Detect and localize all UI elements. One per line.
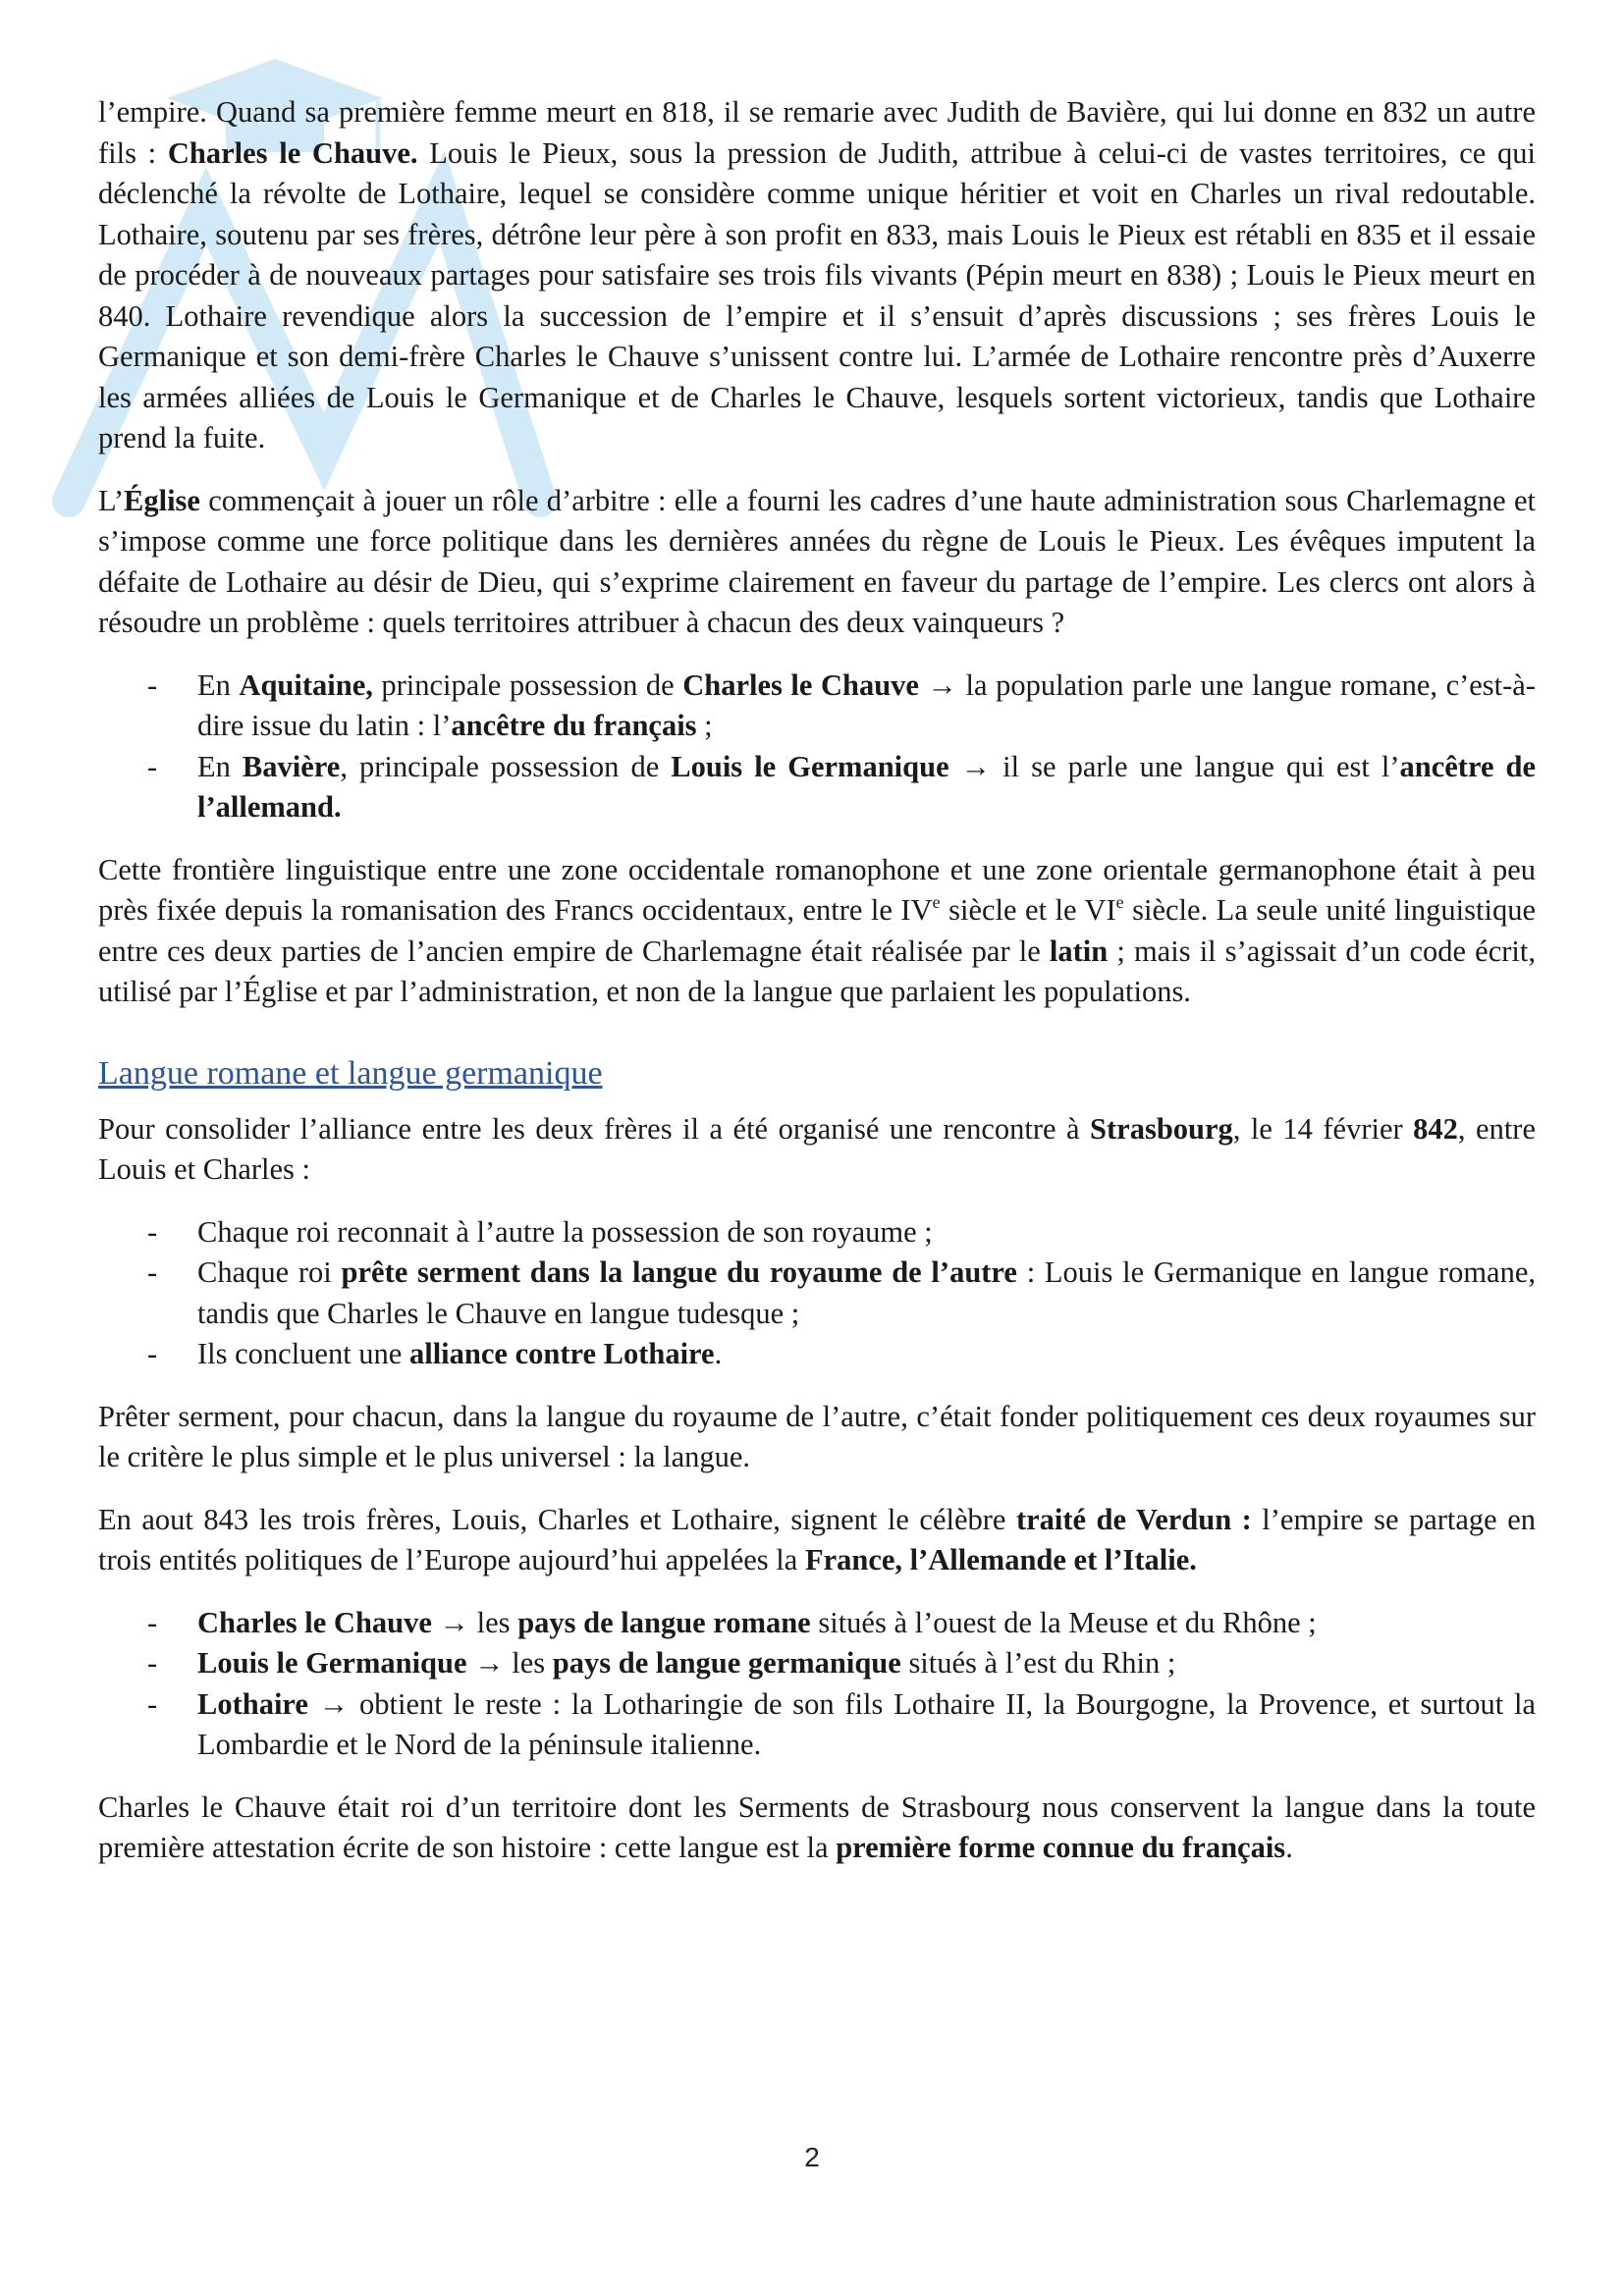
bold-text: Église [124, 483, 200, 517]
arrow-right-icon: → [431, 1605, 477, 1639]
bold-text: prête serment dans la langue du royaume de l’autre [341, 1255, 1017, 1289]
bold-text: pays de langue germanique [552, 1646, 901, 1680]
list-item [98, 747, 1536, 828]
bold-text: latin [1049, 934, 1109, 968]
text: commençait à jouer un rôle d’arbitre : elle a fourni les cadres d’une haute administration sous Charlemagne et s’impose comme une force politique dans les dernières années du règne de Louis le Pieux. Les évêques imputent la défaite de Lothaire au désir de Dieu, qui s’exprime clairement en faveur du partage de l’empire. Les clercs ont alors à résoudre un problème : quels territoires attribuer à chacun des deux vainqueurs ? [98, 483, 1536, 639]
text: la population parle une langue romane, c’est-à-dire issue du latin : l’ [197, 667, 1536, 742]
arrow-right-icon: → [918, 667, 966, 702]
bullet-dash: - [147, 1214, 158, 1249]
bold-text: Louis le Germanique [197, 1646, 467, 1680]
text: En aout 843 les trois frères, Louis, Charles et Lothaire, signent le célèbre [98, 1502, 1016, 1536]
text: les [476, 1605, 518, 1639]
text: , principale possession de [340, 749, 672, 783]
bold-text: première forme connue du français [836, 1831, 1286, 1864]
document-page [98, 92, 1536, 1891]
paragraph-preter-serment [98, 1397, 1536, 1478]
text: Pour consolider l’alliance entre les deux frères il a été organisé une rencontre à [98, 1111, 1091, 1146]
text: Louis le Pieux, sous la pression de Judith, attribue à celui-ci de vastes territoires, ce qui déclenché la révolte de Lothaire, lequel se considère comme unique héritier et voit en Charles un rival redoutable. Lothaire, soutenu par ses frères, détrône leur père à son profit en 833, mais Louis le Pieux est rétabli en 835 et il essaie de procéder à de nouveaux partages pour satisfaire ses trois fils vivants (Pépin meurt en 838) ; Louis le Pieux meurt en 840. Lothaire revendique alors la succession de l’empire et il s’ensuit d’après discussions ; ses frères Louis le Germanique et son demi-frère Charles le Chauve s’unissent contre lui. L’armée de Lothaire rencontre près d’Auxerre les armées alliées de Louis le Germanique et de Charles le Chauve, lesquels sortent victorieux, tandis que Lothaire prend la fuite. [98, 135, 1536, 454]
text: . [1285, 1831, 1293, 1864]
bold-text: ancêtre de l’allemand. [197, 749, 1537, 824]
list-item [98, 1684, 1536, 1766]
paragraph-conclusion [98, 1788, 1536, 1869]
arrow-right-icon: → [948, 749, 1003, 783]
list-item [98, 1212, 1536, 1254]
bold-text: traité de Verdun : [1015, 1502, 1252, 1536]
bold-text: ancêtre du français [451, 709, 697, 742]
text: siècle et le VI [940, 893, 1116, 927]
text: situés à l’ouest de la Meuse et du Rhône ; [810, 1605, 1317, 1639]
bold-text: Charles le Chauve [682, 667, 919, 702]
page-number: 2 [804, 2142, 820, 2172]
text: En [197, 667, 240, 702]
text: il se parle une langue qui est l’ [1002, 749, 1400, 783]
bullet-dash: - [147, 1255, 158, 1289]
bold-text: Lothaire [197, 1686, 308, 1721]
text: principale possession de [372, 667, 683, 702]
text: ; mais il s’agissait d’un code écrit, utilisé par l’Église et par l’administration, et non de la langue que parlaient les populations. [98, 934, 1536, 1008]
arrow-right-icon: → [307, 1686, 360, 1721]
text: siècle. La seule unité linguistique entre ces deux parties de l’ancien empire de Charlemagne était réalisée par le [98, 893, 1536, 968]
text: l’empire. Quand sa première femme meurt en 818, il se remarie avec Judith de Bavière, qui lui donne en 832 un autre fils : [98, 95, 1536, 170]
text: Prêter serment, pour chacun, dans la langue du royaume de l’autre, c’était fonder politiquement ces deux royaumes sur le critère le plus simple et le plus universel : la langue. [98, 1399, 1536, 1473]
paragraph-eglise [98, 481, 1536, 644]
text: , entre Louis et Charles : [98, 1111, 1536, 1186]
paragraph-succession [98, 92, 1536, 459]
bullet-dash: - [147, 1337, 158, 1370]
text: les [512, 1646, 553, 1680]
text: , le 14 février [1232, 1111, 1414, 1146]
list-item [98, 1643, 1536, 1684]
list-item [98, 1334, 1536, 1375]
bold-text: Strasbourg [1090, 1111, 1233, 1146]
bold-text: Charles le Chauve [197, 1605, 432, 1639]
bullet-dash: - [147, 1646, 158, 1680]
bold-text: alliance contre Lothaire [408, 1337, 715, 1370]
superscript: e [1115, 892, 1124, 912]
list-item [98, 666, 1536, 747]
text: Chaque roi [197, 1255, 342, 1289]
bold-text: Charles le Chauve. [167, 135, 418, 170]
paragraph-verdun [98, 1500, 1536, 1581]
section-heading: Langue romane et langue germanique [98, 1054, 603, 1092]
bold-text: pays de langue romane [517, 1605, 811, 1639]
arrow-right-icon: → [466, 1646, 513, 1680]
text: Charles le Chauve était roi d’un territoire dont les Serments de Strasbourg nous conservent la langue dans la toute première attestation écrite de son histoire : cette langue est la [98, 1789, 1536, 1864]
bold-text: Louis le Germanique [671, 749, 949, 783]
text: obtient le reste : la Lotharingie de son fils Lothaire II, la Bourgogne, la Provence, et surtout la Lombardie et le Nord de la péninsule italienne. [197, 1686, 1537, 1761]
paragraph-frontiere [98, 850, 1536, 1013]
text: : Louis le Germanique en langue romane, tandis que Charles le Chauve en langue tudesque ; [197, 1255, 1536, 1330]
list-territories [98, 666, 1536, 828]
text: Chaque roi reconnait à l’autre la possession de son royaume ; [197, 1214, 933, 1249]
text: situés à l’est du Rhin ; [900, 1646, 1176, 1680]
text: L’ [98, 483, 124, 517]
bold-text: 842 [1413, 1111, 1458, 1146]
superscript: e [932, 892, 941, 912]
text: . [714, 1337, 723, 1370]
text: ; [696, 709, 713, 742]
list-partage [98, 1603, 1536, 1766]
bullet-dash: - [147, 1686, 158, 1721]
text: Ils concluent une [197, 1337, 409, 1370]
list-item [98, 1603, 1536, 1644]
text: l’empire se partage en trois entités politiques de l’Europe aujourd’hui appelées la [98, 1502, 1536, 1576]
paragraph-strasbourg [98, 1109, 1536, 1191]
bold-text: Bavière [242, 749, 341, 783]
list-item [98, 1253, 1536, 1334]
bullet-dash: - [147, 749, 158, 783]
text: Cette frontière linguistique entre une zone occidentale romanophone et une zone orientale germanophone était à peu près fixée depuis la romanisation des Francs occidentaux, entre le IV [98, 852, 1536, 927]
bold-text: France, l’Allemande et l’Italie. [804, 1543, 1197, 1576]
bold-text: Aquitaine, [239, 667, 373, 702]
text: En [197, 749, 243, 783]
bullet-dash: - [147, 1605, 158, 1639]
bullet-dash: - [147, 667, 158, 702]
list-serments [98, 1212, 1536, 1375]
